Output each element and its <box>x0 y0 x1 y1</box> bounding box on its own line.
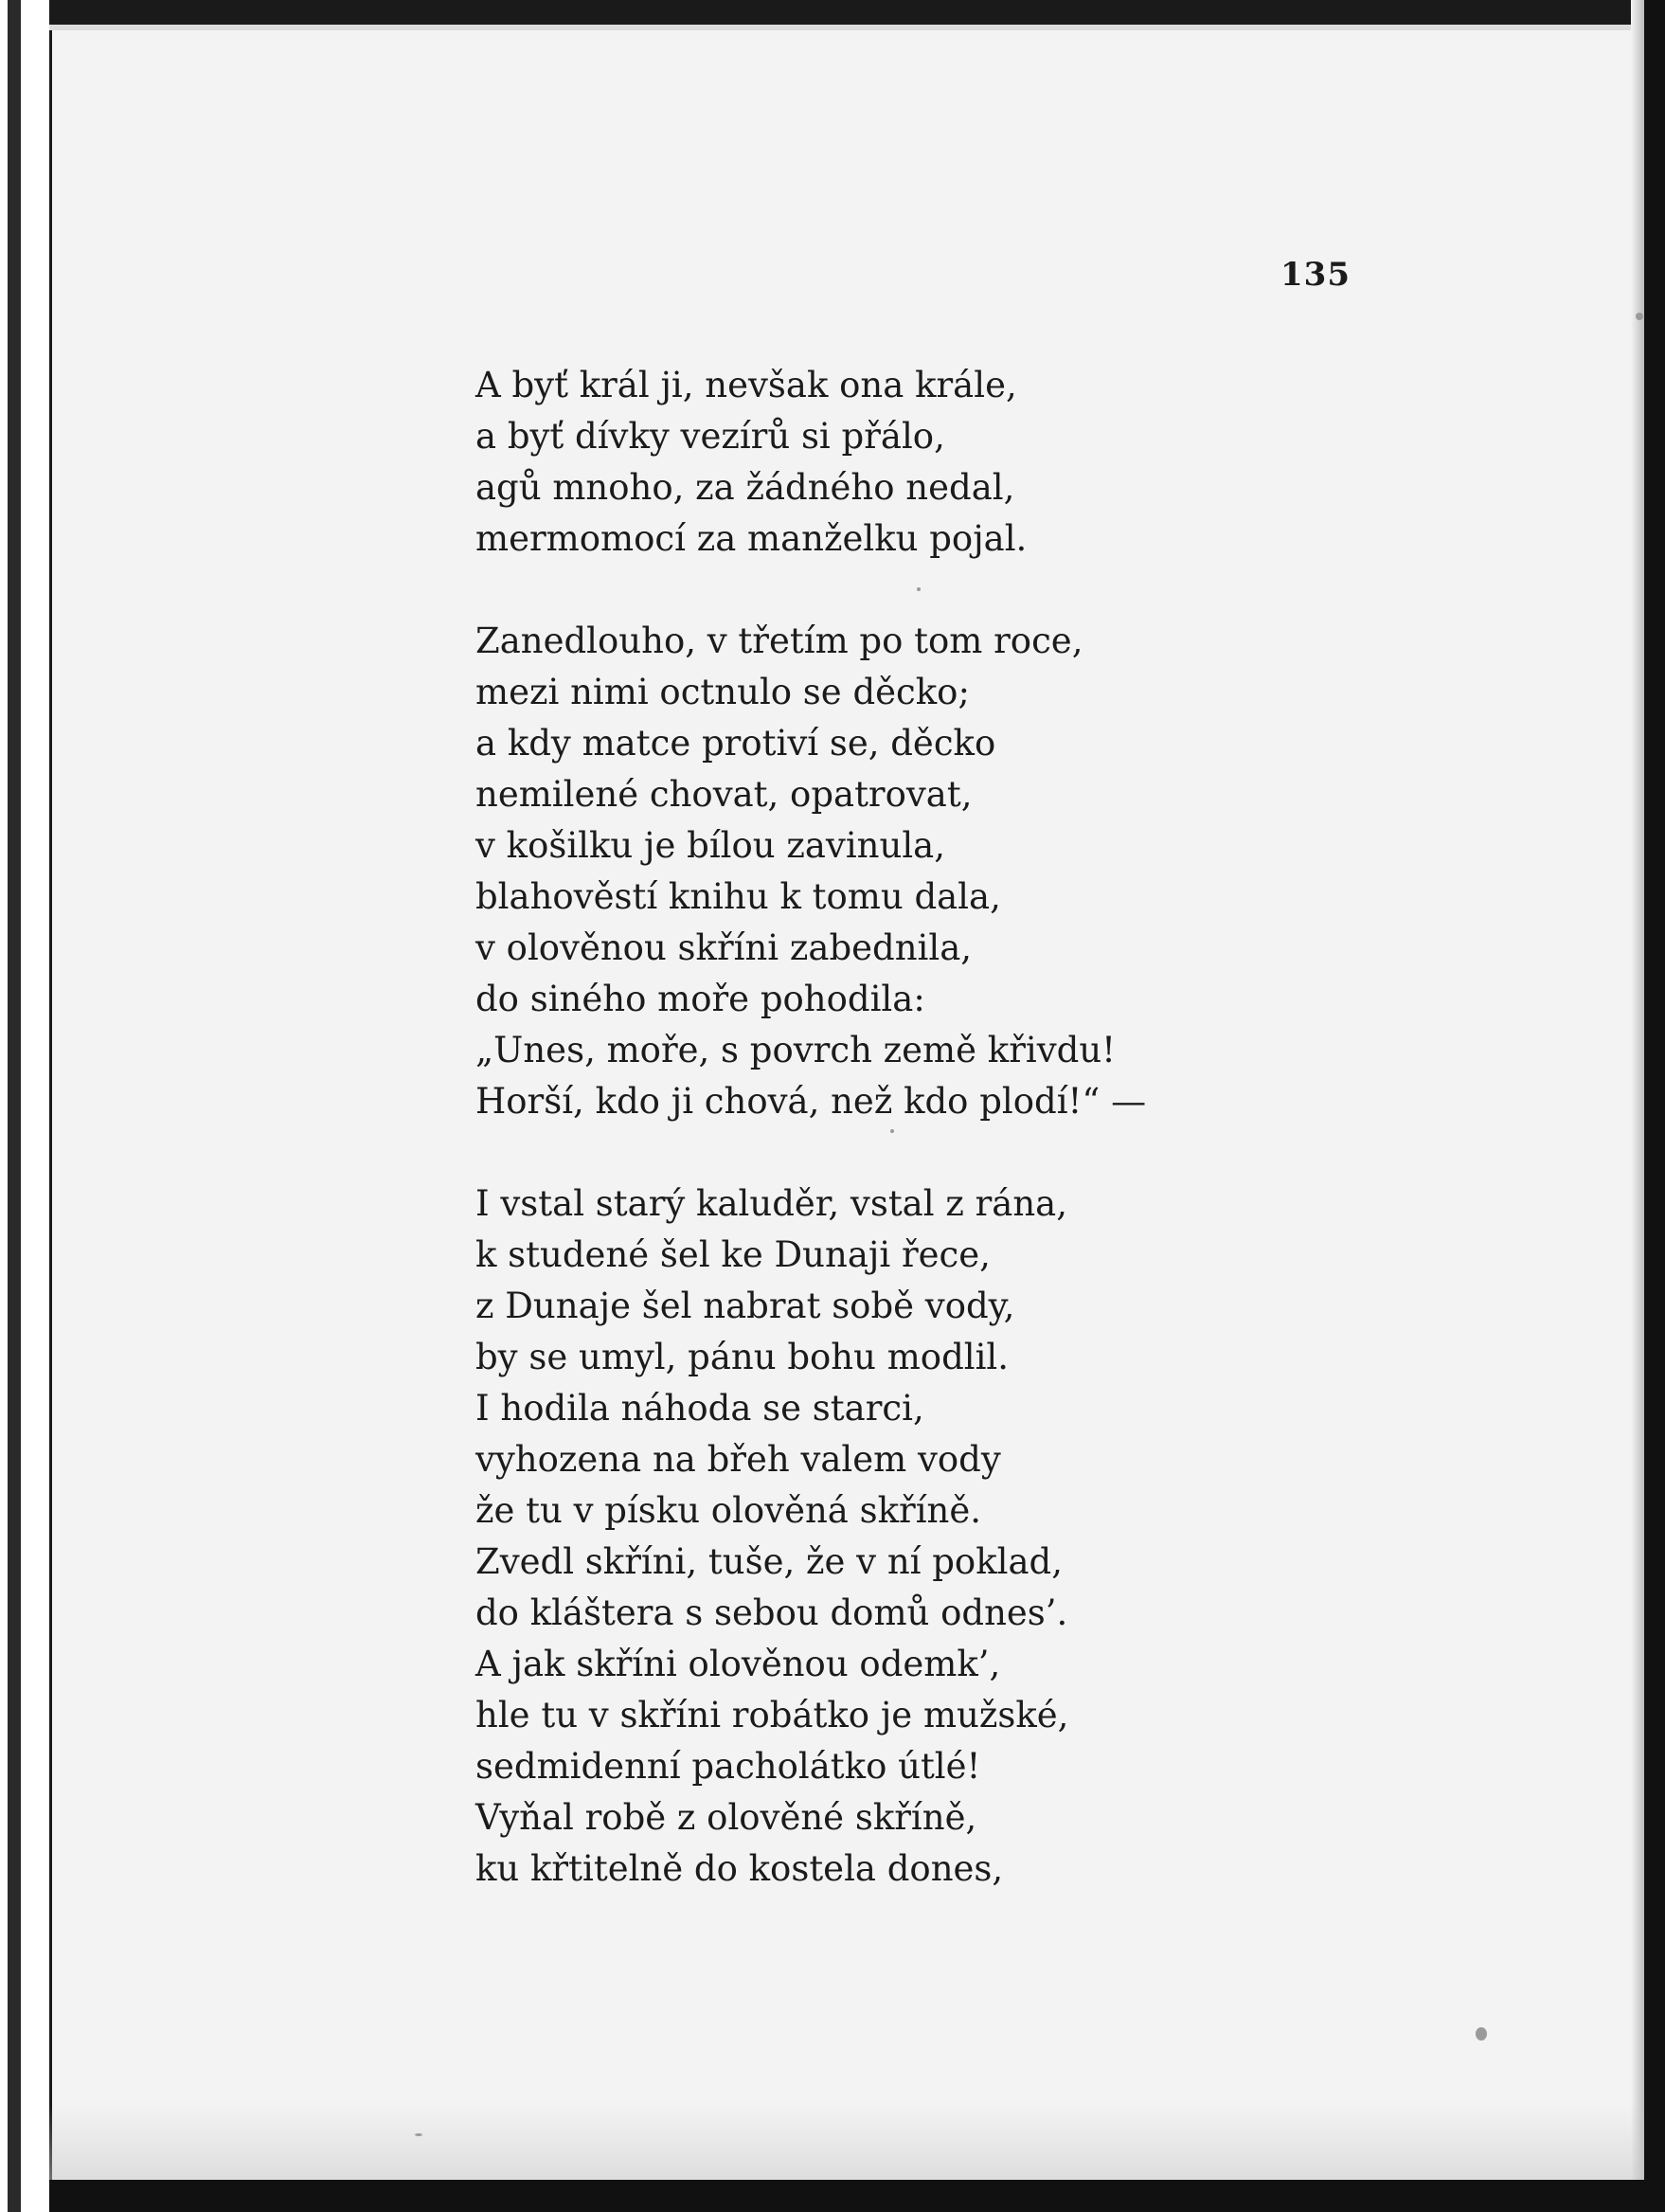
paper-speck <box>1636 313 1643 320</box>
poem-line: Zanedlouho, v třetím po tom roce, <box>475 620 1083 661</box>
poem-line: Horší, kdo ji chová, než kdo plodí!“ — <box>475 1081 1147 1122</box>
bottom-scan-border <box>49 2180 1665 2212</box>
poem-line: mermomocí za manželku pojal. <box>475 518 1028 559</box>
poem-line: do siného moře pohodila: <box>475 979 925 1019</box>
poem-line: by se umyl, pánu bohu modlil. <box>475 1337 1010 1377</box>
poem-line: do kláštera s sebou domů odnes’. <box>475 1592 1068 1633</box>
paper-speck <box>415 2133 422 2136</box>
poem-line: mezi nimi octnulo se děcko; <box>475 672 970 712</box>
poem-line: nemilené chovat, opatrovat, <box>475 774 973 815</box>
bottom-page-shade <box>49 2104 1644 2180</box>
poem-line: „Unes, moře, s povrch země křivdu! <box>475 1030 1117 1070</box>
stanza-1 <box>475 360 1252 565</box>
right-scan-border <box>1644 0 1665 2212</box>
poem-line: v olověnou skříni zabednila, <box>475 927 973 968</box>
poem-line: I vstal starý kaluděr, vstal z rána, <box>475 1183 1067 1224</box>
poem-line: I hodila náhoda se starci, <box>475 1388 924 1429</box>
poem-line: sedmidenní pacholátko útlé! <box>475 1746 981 1787</box>
poem-line: Vyňal robě z olověné skříně, <box>475 1797 977 1838</box>
poem-text <box>475 360 1252 1946</box>
stanza-2 <box>475 616 1252 1127</box>
poem-line: agů mnoho, za žádného nedal, <box>475 467 1015 508</box>
top-scan-border <box>49 0 1665 25</box>
poem-line: A jak skříni olověnou odemk’, <box>475 1644 1001 1684</box>
stanza-3 <box>475 1178 1252 1895</box>
poem-line: k studené šel ke Dunaji řece, <box>475 1234 991 1275</box>
poem-line: blahověstí knihu k tomu dala, <box>475 876 1001 917</box>
right-page-shade <box>1631 0 1644 2212</box>
poem-line: Zvedl skříni, tuše, že v ní poklad, <box>475 1541 1063 1582</box>
left-page-edge <box>0 0 52 2212</box>
top-page-edge <box>49 25 1665 30</box>
page-number: 135 <box>1280 256 1351 294</box>
poem-line: A byť král ji, nevšak ona krále, <box>475 365 1017 405</box>
poem-line: a kdy matce protiví se, děcko <box>475 723 996 764</box>
poem-line: že tu v písku olověná skříně. <box>475 1490 982 1531</box>
paper-speck <box>1476 2027 1487 2041</box>
poem-line: z Dunaje šel nabrat sobě vody, <box>475 1286 1015 1326</box>
binding-shadow <box>8 0 21 2212</box>
poem-line: ku křtitelně do kostela dones, <box>475 1848 1004 1889</box>
poem-line: v košilku je bílou zavinula, <box>475 825 945 866</box>
poem-line: vyhozena na břeh valem vody <box>475 1439 1001 1480</box>
poem-line: a byť dívky vezírů si přálo, <box>475 416 945 457</box>
poem-line: hle tu v skříni robátko je mužské, <box>475 1695 1069 1735</box>
